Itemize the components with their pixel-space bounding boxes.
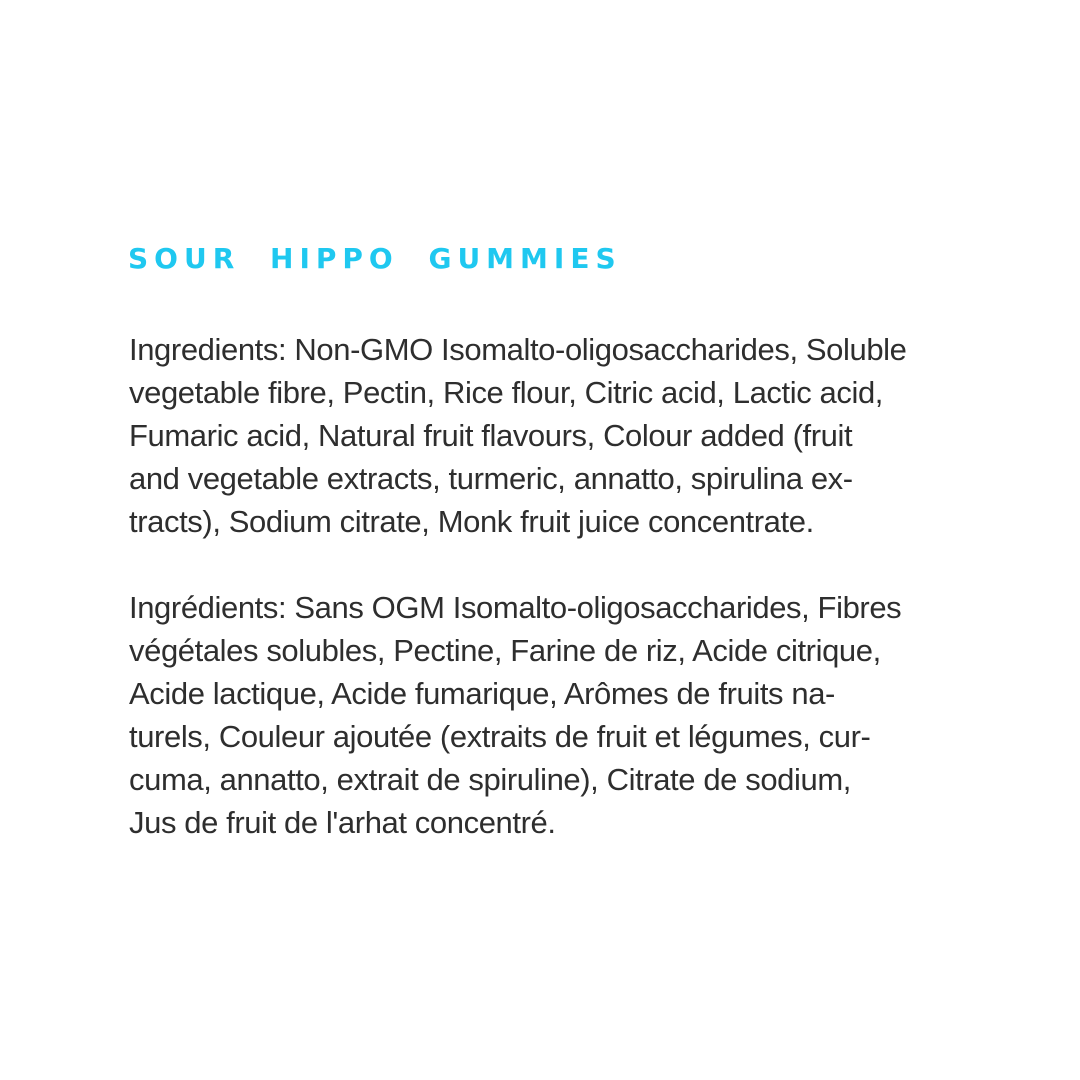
ingredients-fr-line: Jus de fruit de l'arhat concentré. <box>129 805 556 840</box>
ingredients-en-line: tracts), Sodium citrate, Monk fruit juice concentrate. <box>129 504 814 539</box>
ingredients-french-paragraph <box>129 586 989 844</box>
ingredients-english-paragraph <box>129 328 989 543</box>
ingredients-en-line: and vegetable extracts, turmeric, annatto, spirulina ex- <box>129 461 853 496</box>
ingredients-en-line: Ingredients: Non-GMO Isomalto-oligosaccharides, Soluble <box>129 332 907 367</box>
product-title: SOUR HIPPO GUMMIES <box>128 242 622 275</box>
ingredients-fr-line: Ingrédients: Sans OGM Isomalto-oligosaccharides, Fibres <box>129 590 902 625</box>
ingredients-en-line: vegetable fibre, Pectin, Rice flour, Citric acid, Lactic acid, <box>129 375 883 410</box>
ingredients-fr-line: cuma, annatto, extrait de spiruline), Citrate de sodium, <box>129 762 851 797</box>
ingredients-fr-line: Acide lactique, Acide fumarique, Arômes de fruits na- <box>129 676 835 711</box>
ingredients-en-line: Fumaric acid, Natural fruit flavours, Colour added (fruit <box>129 418 853 453</box>
ingredients-fr-line: végétales solubles, Pectine, Farine de riz, Acide citrique, <box>129 633 881 668</box>
ingredients-fr-line: turels, Couleur ajoutée (extraits de fruit et légumes, cur- <box>129 719 871 754</box>
